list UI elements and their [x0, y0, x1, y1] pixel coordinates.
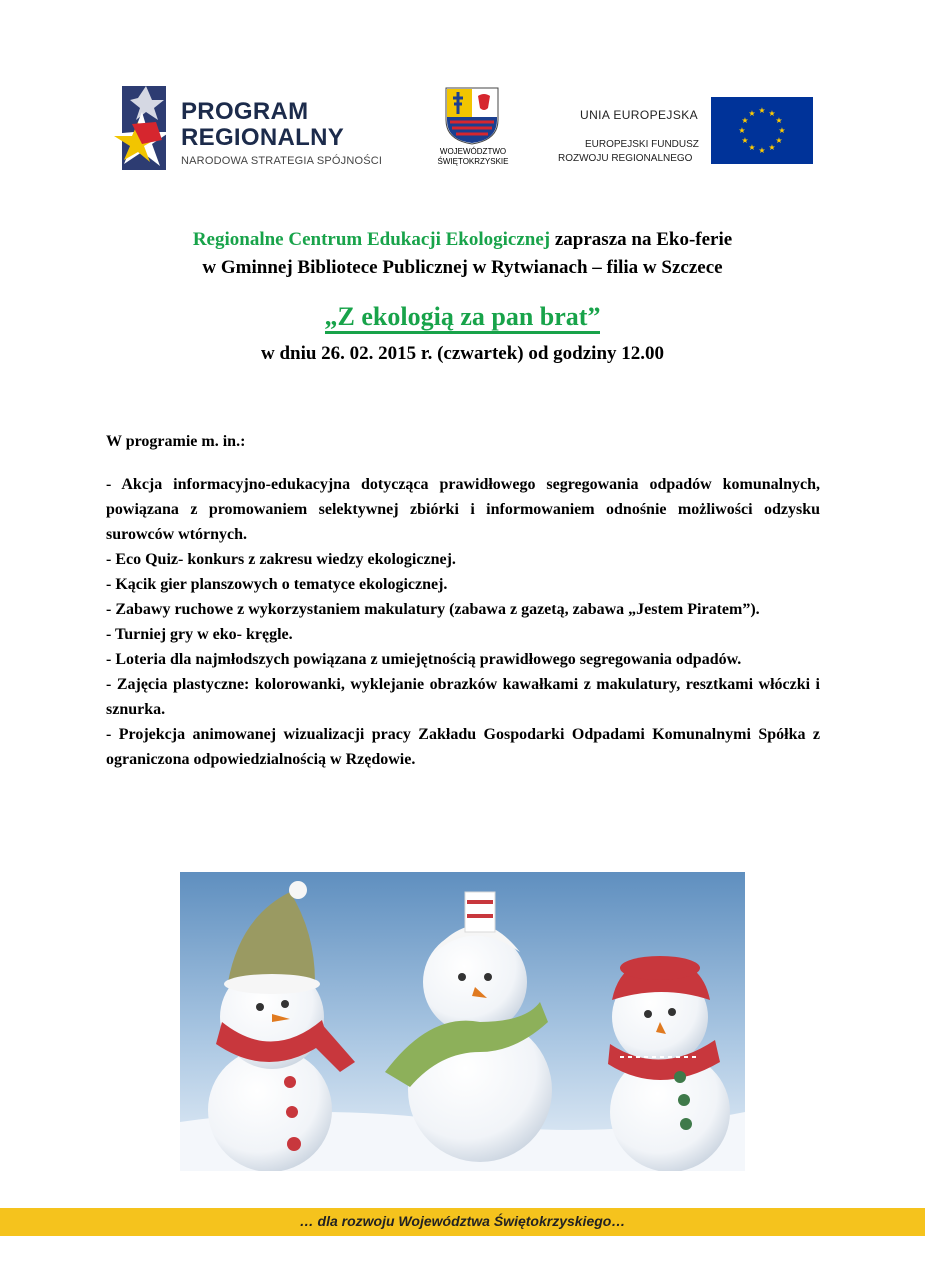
- program-item: - Loteria dla najmłodszych powiązana z umiejętnością prawidłowego segregowania odpadów.: [106, 651, 742, 668]
- footer-slogan: … dla rozwoju Województwa Świętokrzyskiego…: [299, 1213, 626, 1229]
- svg-text:★: ★: [768, 109, 776, 118]
- intro-line-2: w Gminnej Bibliotece Publicznej w Rytwianach – filia w Szczece: [202, 257, 723, 278]
- swietokrzyskie-label: ŚWIĘTOKRZYSKIE: [437, 157, 509, 166]
- program-heading: W programie m. in.:: [106, 433, 246, 450]
- wojewodztwo-label: WOJEWÓDZTWO: [439, 147, 507, 156]
- fundusz-label: EUROPEJSKI FUNDUSZ: [585, 139, 699, 150]
- regionalny-label: REGIONALNY: [181, 124, 345, 151]
- program-item: - Akcja informacyjno-edukacyjna dotycząca prawidłowego segregowania odpadów komunalnych, powiązana z promowaniem selektywnej zbiórki i informowaniem odnośnie możliwości odzysku surowców wtórnych.: [106, 476, 820, 543]
- intro-line-1: [0, 229, 925, 251]
- program-item: - Kącik gier planszowych o tematyce ekologicznej.: [106, 576, 448, 593]
- unia-europejska-label: UNIA EUROPEJSKA: [580, 108, 699, 122]
- svg-text:★: ★: [741, 116, 749, 125]
- rozwoju-label: ROZWOJU REGIONALNEGO: [558, 153, 693, 164]
- svg-text:★: ★: [758, 146, 766, 155]
- svg-text:★: ★: [775, 116, 783, 125]
- program-regionalny-emblem: [112, 84, 178, 176]
- invitation-text: zaprasza na Eko-ferie: [550, 229, 733, 250]
- svg-text:★: ★: [775, 136, 783, 145]
- strategia-label: NARODOWA STRATEGIA SPÓJNOŚCI: [181, 155, 383, 167]
- svg-text:★: ★: [768, 143, 776, 152]
- event-title: [0, 302, 925, 332]
- svg-text:★: ★: [748, 109, 756, 118]
- svg-text:★: ★: [758, 106, 766, 115]
- eu-flag-icon: [711, 97, 813, 164]
- organizer-name: Regionalne Centrum Edukacji Ekologicznej: [192, 229, 551, 250]
- svg-text:★: ★: [778, 126, 786, 135]
- program-item: - Zabawy ruchowe z wykorzystaniem makulatury (zabawa z gazetą, zabawa „Jestem Piratem”).: [106, 601, 760, 618]
- wojewodztwo-coat-of-arms-icon: [444, 86, 500, 146]
- program-item: - Turniej gry w eko- kręgle.: [106, 626, 293, 643]
- program-list: [106, 472, 820, 772]
- svg-text:★: ★: [748, 143, 756, 152]
- program-label: PROGRAM: [181, 98, 309, 125]
- event-title-text: „Z ekologią za pan brat”: [325, 302, 601, 334]
- program-item: - Zajęcia plastyczne: kolorowanki, wyklejanie obrazków kawałkami z makulatury, resztkami włóczki i sznurka.: [106, 676, 820, 718]
- snowmen-photo: [180, 872, 745, 1171]
- svg-text:★: ★: [738, 126, 746, 135]
- program-item: - Projekcja animowanej wizualizacji pracy Zakładu Gospodarki Odpadami Komunalnymi Spółka z ograniczona odpowiedzialnością w Rzędowie.: [106, 726, 820, 768]
- svg-text:★: ★: [741, 136, 749, 145]
- event-date: w dniu 26. 02. 2015 r. (czwartek) od godziny 12.00: [260, 343, 665, 364]
- program-item: - Eco Quiz- konkurs z zakresu wiedzy ekologicznej.: [106, 551, 456, 568]
